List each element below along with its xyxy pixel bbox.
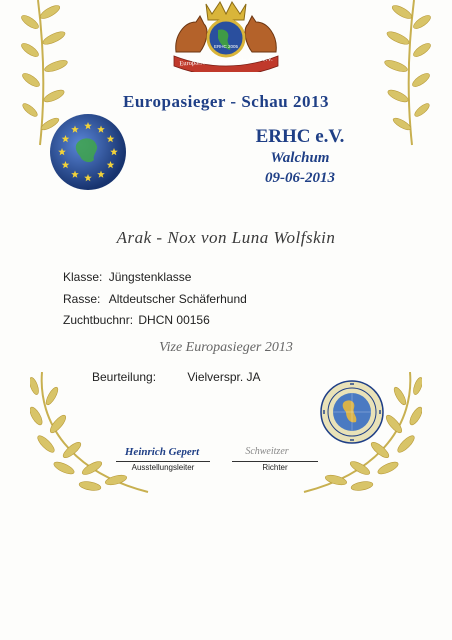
rating-row (92, 370, 261, 384)
role-judge: Richter (262, 463, 288, 472)
rating-value: Vielverspr. JA (187, 370, 261, 384)
laurel-ornament-bottom-left (30, 372, 150, 502)
breed-row (63, 292, 247, 306)
logo-year-text: ERHC 2005 (213, 44, 238, 49)
dog-name: Arak - Nox von Luna Wolfskin (116, 228, 336, 247)
breed-value: Altdeutscher Schäferhund (108, 292, 247, 306)
organizer-name: ERHC e.V. (255, 126, 345, 147)
studbook-label: Zuchtbuchnr: (63, 313, 134, 327)
signature-show-manager: Heinrich Gepert (124, 446, 200, 458)
signature-line-left (116, 461, 210, 462)
show-title: Europasieger - Schau 2013 (123, 92, 329, 111)
rating-label: Beurteilung: (92, 370, 157, 384)
class-label: Klasse: (63, 270, 103, 284)
class-row (63, 270, 191, 284)
studbook-row (63, 313, 210, 327)
laurel-ornament-top-right (374, 0, 434, 150)
breed-label: Rasse: (63, 292, 101, 306)
club-name: Europäischer Rassehunde-Club e.V. (179, 55, 273, 68)
international-seal (320, 380, 384, 444)
role-show-manager: Ausstellungsleiter (131, 463, 195, 472)
signature-judge: Schweitzer (245, 446, 289, 457)
europe-globe-seal (48, 112, 128, 192)
class-value: Jüngstenklasse (108, 270, 192, 284)
show-location: Walchum (270, 150, 330, 166)
signature-line-right (232, 461, 318, 462)
studbook-value: DHCN 00156 (138, 313, 210, 327)
award-title: Vize Europasieger 2013 (159, 340, 293, 355)
show-date: 09-06-2013 (265, 170, 335, 186)
